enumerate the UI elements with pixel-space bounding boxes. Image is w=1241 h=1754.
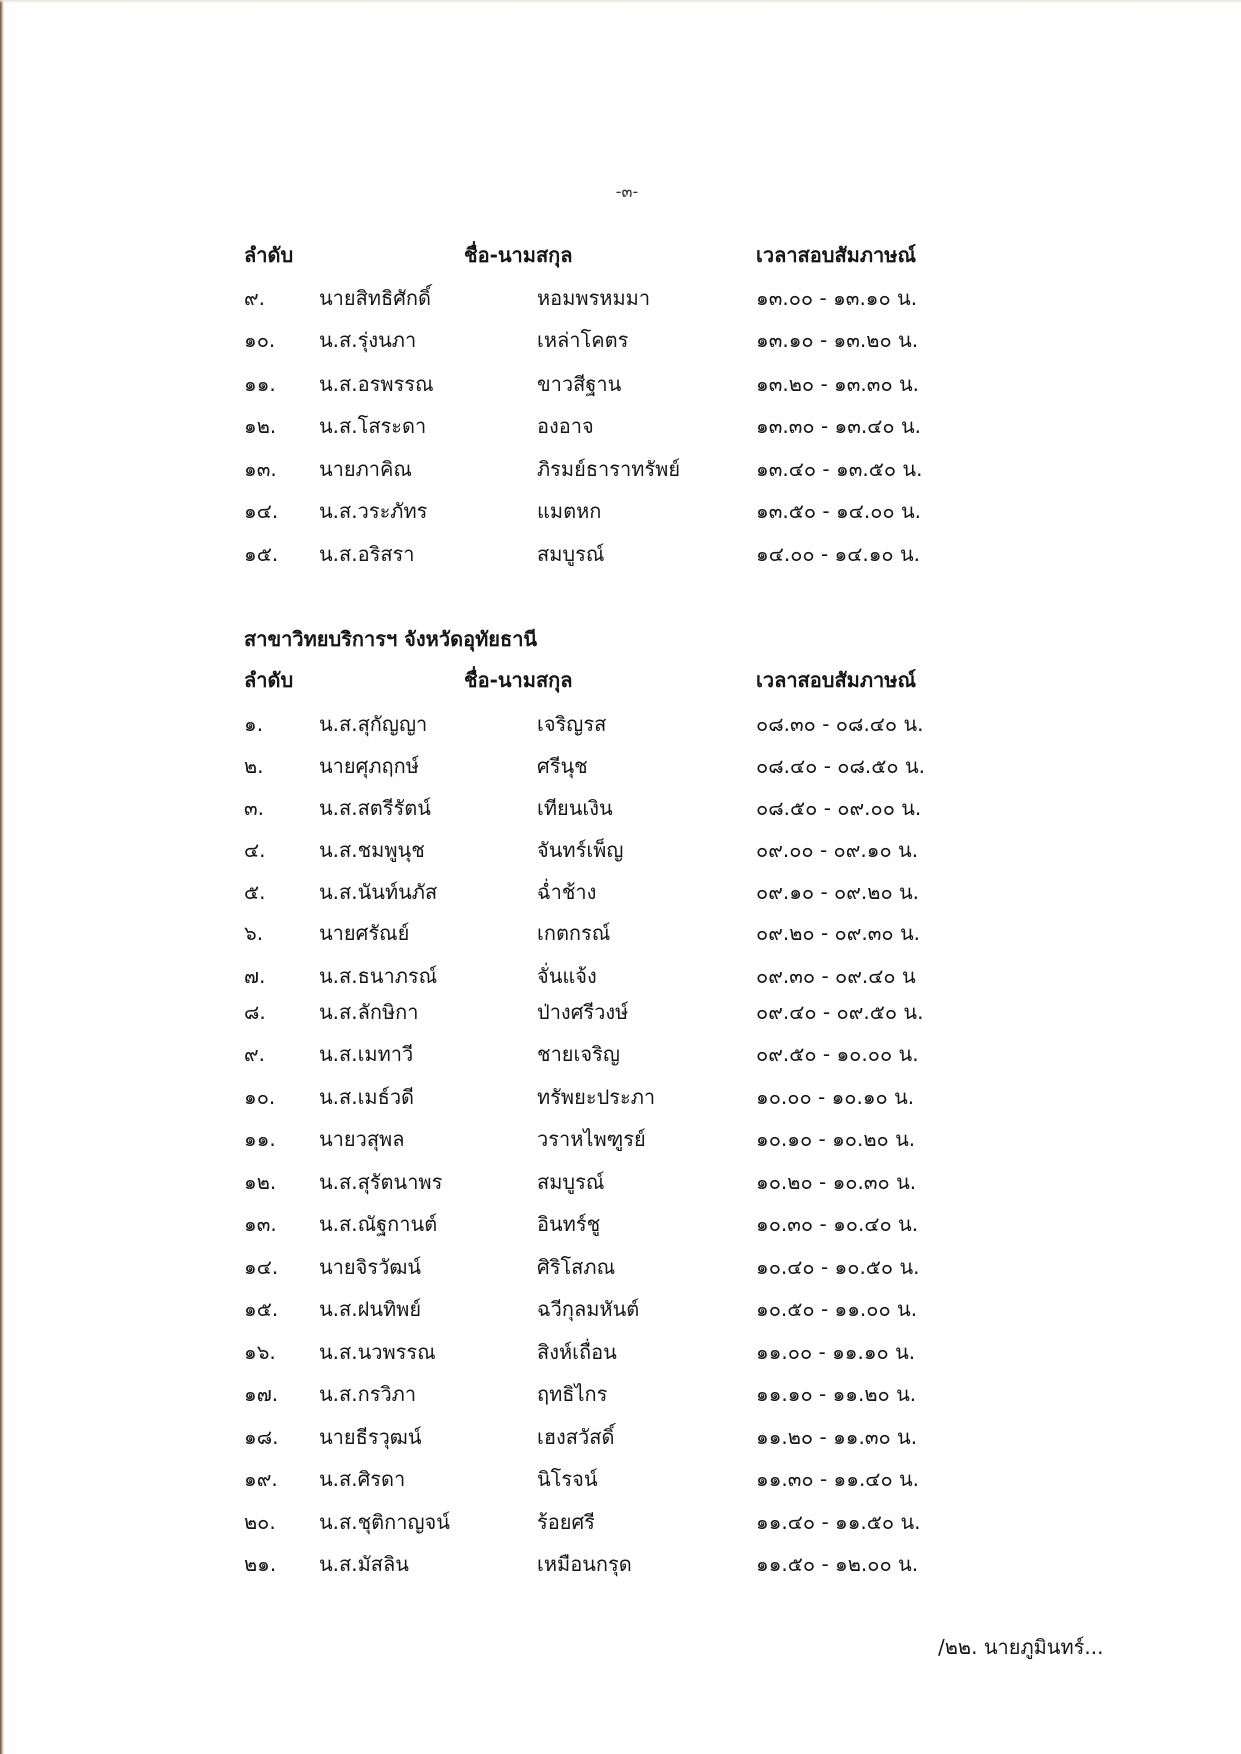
row-name: นายจิรวัฒน์ (319, 1255, 422, 1279)
row-name: นายภาคิณ (319, 457, 412, 481)
row-name: น.ส.ศิรดา (319, 1467, 406, 1491)
row-name: นายธีรวุฒน์ (319, 1425, 422, 1449)
row-number: ๑๔. (244, 1255, 279, 1279)
row-number: ๒๑. (244, 1552, 277, 1576)
row-time: ๑๑.๕๐ - ๑๒.๐๐ น. (756, 1552, 919, 1576)
row-surname: เฮงสวัสดิ์ (537, 1425, 615, 1449)
row-surname: ขาวสีฐาน (537, 372, 622, 396)
row-name: น.ส.ลักษิกา (319, 1000, 419, 1024)
row-time: ๐๙.๑๐ - ๐๙.๒๐ น. (756, 880, 920, 904)
row-number: ๑. (244, 712, 264, 736)
row-number: ๙. (244, 1042, 266, 1066)
row-surname: สมบูรณ์ (537, 1170, 605, 1194)
row-number: ๑๗. (244, 1382, 279, 1406)
table-row (0, 918, 1241, 948)
table-row (0, 325, 1241, 355)
page-number: -๓- (615, 182, 639, 201)
row-name: น.ส.ฝนทิพย์ (319, 1297, 422, 1321)
row-time: ๑๐.๓๐ - ๑๐.๔๐ น. (756, 1212, 919, 1236)
row-name: น.ส.ชมพูนุช (319, 838, 425, 862)
row-number: ๒. (244, 754, 264, 778)
table-row (0, 1167, 1241, 1197)
table-row (0, 1294, 1241, 1324)
row-time: ๑๑.๔๐ - ๑๑.๕๐ น. (756, 1510, 921, 1534)
table-row (0, 709, 1241, 739)
row-surname: ฉ่ำช้าง (537, 880, 597, 904)
row-name: น.ส.ชุติกาญจน์ (319, 1510, 450, 1534)
row-name: น.ส.รุ่งนภา (319, 328, 417, 352)
row-name: นายศุภฤกษ์ (319, 754, 419, 778)
row-time: ๐๙.๕๐ - ๑๐.๐๐ น. (756, 1042, 919, 1066)
row-time: ๑๑.๑๐ - ๑๑.๒๐ น. (756, 1382, 917, 1406)
row-time: ๑๓.๓๐ - ๑๓.๔๐ น. (756, 414, 921, 438)
row-number: ๗. (244, 964, 266, 988)
row-number: ๘. (244, 1000, 266, 1024)
row-name: น.ส.นวพรรณ (319, 1340, 436, 1364)
continuation-footer: /๒๒. นายภูมินทร์... (938, 1635, 1104, 1659)
row-number: ๖. (244, 921, 264, 945)
table-row (0, 1379, 1241, 1409)
header-name: ชื่อ-นามสกุล (464, 243, 573, 267)
row-surname: จั่นแจ้ง (537, 964, 597, 988)
row-number: ๓. (244, 796, 265, 820)
row-name: น.ส.วระภัทร (319, 499, 428, 523)
header-name: ชื่อ-นามสกุล (464, 668, 573, 692)
row-time: ๑๓.๒๐ - ๑๓.๓๐ น. (756, 372, 920, 396)
row-surname: องอาจ (537, 414, 594, 438)
row-name: น.ส.โสระดา (319, 414, 427, 438)
header-order: ลำดับ (244, 243, 294, 267)
table-row (0, 1209, 1241, 1239)
row-surname: สิงห์เถื่อน (537, 1340, 617, 1364)
row-time: ๐๙.๐๐ - ๐๙.๑๐ น. (756, 838, 919, 862)
row-surname: เกตกรณ์ (537, 921, 611, 945)
row-name: น.ส.สตรีรัตน์ (319, 796, 431, 820)
header-time: เวลาสอบสัมภาษณ์ (756, 243, 917, 267)
row-number: ๙. (244, 286, 266, 310)
row-number: ๑๒. (244, 1170, 277, 1194)
row-surname: จันทร์เพ็ญ (537, 838, 624, 862)
row-surname: เจริญรส (537, 712, 607, 736)
row-surname: ทรัพยะประภา (537, 1085, 656, 1109)
row-name: น.ส.กรวิภา (319, 1382, 417, 1406)
row-name: น.ส.เมทาวี (319, 1042, 414, 1066)
table-row (0, 835, 1241, 865)
row-time: ๑๐.๐๐ - ๑๐.๑๐ น. (756, 1085, 915, 1109)
table-row (0, 1039, 1241, 1069)
table-row (0, 454, 1241, 484)
row-time: ๑๐.๕๐ - ๑๑.๐๐ น. (756, 1297, 918, 1321)
row-name: น.ส.ณัฐกานต์ (319, 1212, 438, 1236)
section-title: สาขาวิทยบริการฯ จังหวัดอุทัยธานี (244, 627, 538, 651)
row-time: ๑๐.๑๐ - ๑๐.๒๐ น. (756, 1127, 916, 1151)
row-time: ๐๙.๓๐ - ๐๙.๔๐ น (756, 964, 916, 988)
row-time: ๑๐.๒๐ - ๑๐.๓๐ น. (756, 1170, 917, 1194)
table-row (0, 751, 1241, 781)
row-number: ๑๓. (244, 1212, 277, 1236)
row-number: ๑๐. (244, 328, 276, 352)
table-row (0, 1124, 1241, 1154)
row-name: น.ส.มัสลิน (319, 1552, 409, 1576)
row-number: ๑๕. (244, 1297, 279, 1321)
row-number: ๑๑. (244, 372, 276, 396)
header-time: เวลาสอบสัมภาษณ์ (756, 668, 917, 692)
row-time: ๑๑.๓๐ - ๑๑.๔๐ น. (756, 1467, 920, 1491)
table-row (0, 539, 1241, 569)
table-row (0, 369, 1241, 399)
row-name: น.ส.อรพรรณ (319, 372, 434, 396)
table1-header (0, 240, 1241, 270)
row-surname: แมตหก (537, 499, 602, 523)
row-time: ๑๑.๒๐ - ๑๑.๓๐ น. (756, 1425, 918, 1449)
row-surname: สมบูรณ์ (537, 542, 605, 566)
row-time: ๐๙.๒๐ - ๐๙.๓๐ น. (756, 921, 921, 945)
row-name: น.ส.อริสรา (319, 542, 415, 566)
row-surname: นิโรจน์ (537, 1467, 598, 1491)
row-number: ๑๑. (244, 1127, 276, 1151)
table-row (0, 997, 1241, 1027)
row-surname: เหล่าโคตร (537, 328, 629, 352)
table-row (0, 961, 1241, 991)
row-time: ๑๓.๔๐ - ๑๓.๕๐ น. (756, 457, 923, 481)
row-number: ๑๒. (244, 414, 277, 438)
row-name: น.ส.นันท์นภัส (319, 880, 438, 904)
row-surname: เหมือนกรุด (537, 1552, 632, 1576)
row-surname: ป่างศรีวงษ์ (537, 1000, 629, 1024)
row-number: ๑๘. (244, 1425, 279, 1449)
header-order: ลำดับ (244, 668, 294, 692)
table-row (0, 793, 1241, 823)
table-row (0, 1549, 1241, 1579)
row-number: ๑๕. (244, 542, 279, 566)
row-surname: ศิริโสภณ (537, 1255, 616, 1279)
table-row (0, 1082, 1241, 1112)
row-time: ๐๘.๔๐ - ๐๘.๕๐ น. (756, 754, 925, 778)
row-surname: วราหไพฑูรย์ (537, 1127, 646, 1151)
row-surname: ศรีนุช (537, 754, 588, 778)
table-row (0, 1252, 1241, 1282)
row-time: ๑๑.๐๐ - ๑๑.๑๐ น. (756, 1340, 916, 1364)
row-number: ๔. (244, 838, 266, 862)
table-row (0, 283, 1241, 313)
row-number: ๑๐. (244, 1085, 276, 1109)
row-name: นายศรัณย์ (319, 921, 410, 945)
row-time: ๑๓.๐๐ - ๑๓.๑๐ น. (756, 286, 918, 310)
table-row (0, 1507, 1241, 1537)
table-row (0, 877, 1241, 907)
row-number: ๑๔. (244, 499, 279, 523)
row-name: น.ส.เมธ์วดี (319, 1085, 415, 1109)
row-surname: ฉวีกุลมหันต์ (537, 1297, 640, 1321)
row-number: ๒๐. (244, 1510, 276, 1534)
row-time: ๑๐.๔๐ - ๑๐.๕๐ น. (756, 1255, 920, 1279)
row-surname: อินทร์ชู (537, 1212, 601, 1236)
row-time: ๐๘.๕๐ - ๐๙.๐๐ น. (756, 796, 922, 820)
table-row (0, 1337, 1241, 1367)
row-name: น.ส.ธนาภรณ์ (319, 964, 438, 988)
row-surname: เทียนเงิน (537, 796, 613, 820)
row-name: นายวสุพล (319, 1127, 405, 1151)
row-number: ๑๓. (244, 457, 277, 481)
table-row (0, 411, 1241, 441)
row-number: ๑๖. (244, 1340, 276, 1364)
row-time: ๑๓.๕๐ - ๑๔.๐๐ น. (756, 499, 921, 523)
row-name: น.ส.สุกัญญา (319, 712, 428, 736)
table2-header (0, 665, 1241, 695)
row-surname: ฤทธิไกร (537, 1382, 608, 1406)
row-surname: ภิรมย์ธาราทรัพย์ (537, 457, 681, 481)
table-row (0, 1422, 1241, 1452)
row-name: นายสิทธิศักดิ์ (319, 286, 432, 310)
table-row (0, 496, 1241, 526)
row-time: ๐๙.๔๐ - ๐๙.๕๐ น. (756, 1000, 924, 1024)
row-name: น.ส.สุรัตนาพร (319, 1170, 443, 1194)
row-surname: ร้อยศรี (537, 1510, 595, 1534)
row-time: ๐๘.๓๐ - ๐๘.๔๐ น. (756, 712, 924, 736)
row-surname: หอมพรหมมา (537, 286, 651, 310)
row-surname: ชายเจริญ (537, 1042, 620, 1066)
table-row (0, 1464, 1241, 1494)
row-number: ๑๙. (244, 1467, 278, 1491)
scan-edge-top (0, 0, 1241, 3)
row-time: ๑๔.๐๐ - ๑๔.๑๐ น. (756, 542, 921, 566)
row-time: ๑๓.๑๐ - ๑๓.๒๐ น. (756, 328, 919, 352)
row-number: ๕. (244, 880, 266, 904)
